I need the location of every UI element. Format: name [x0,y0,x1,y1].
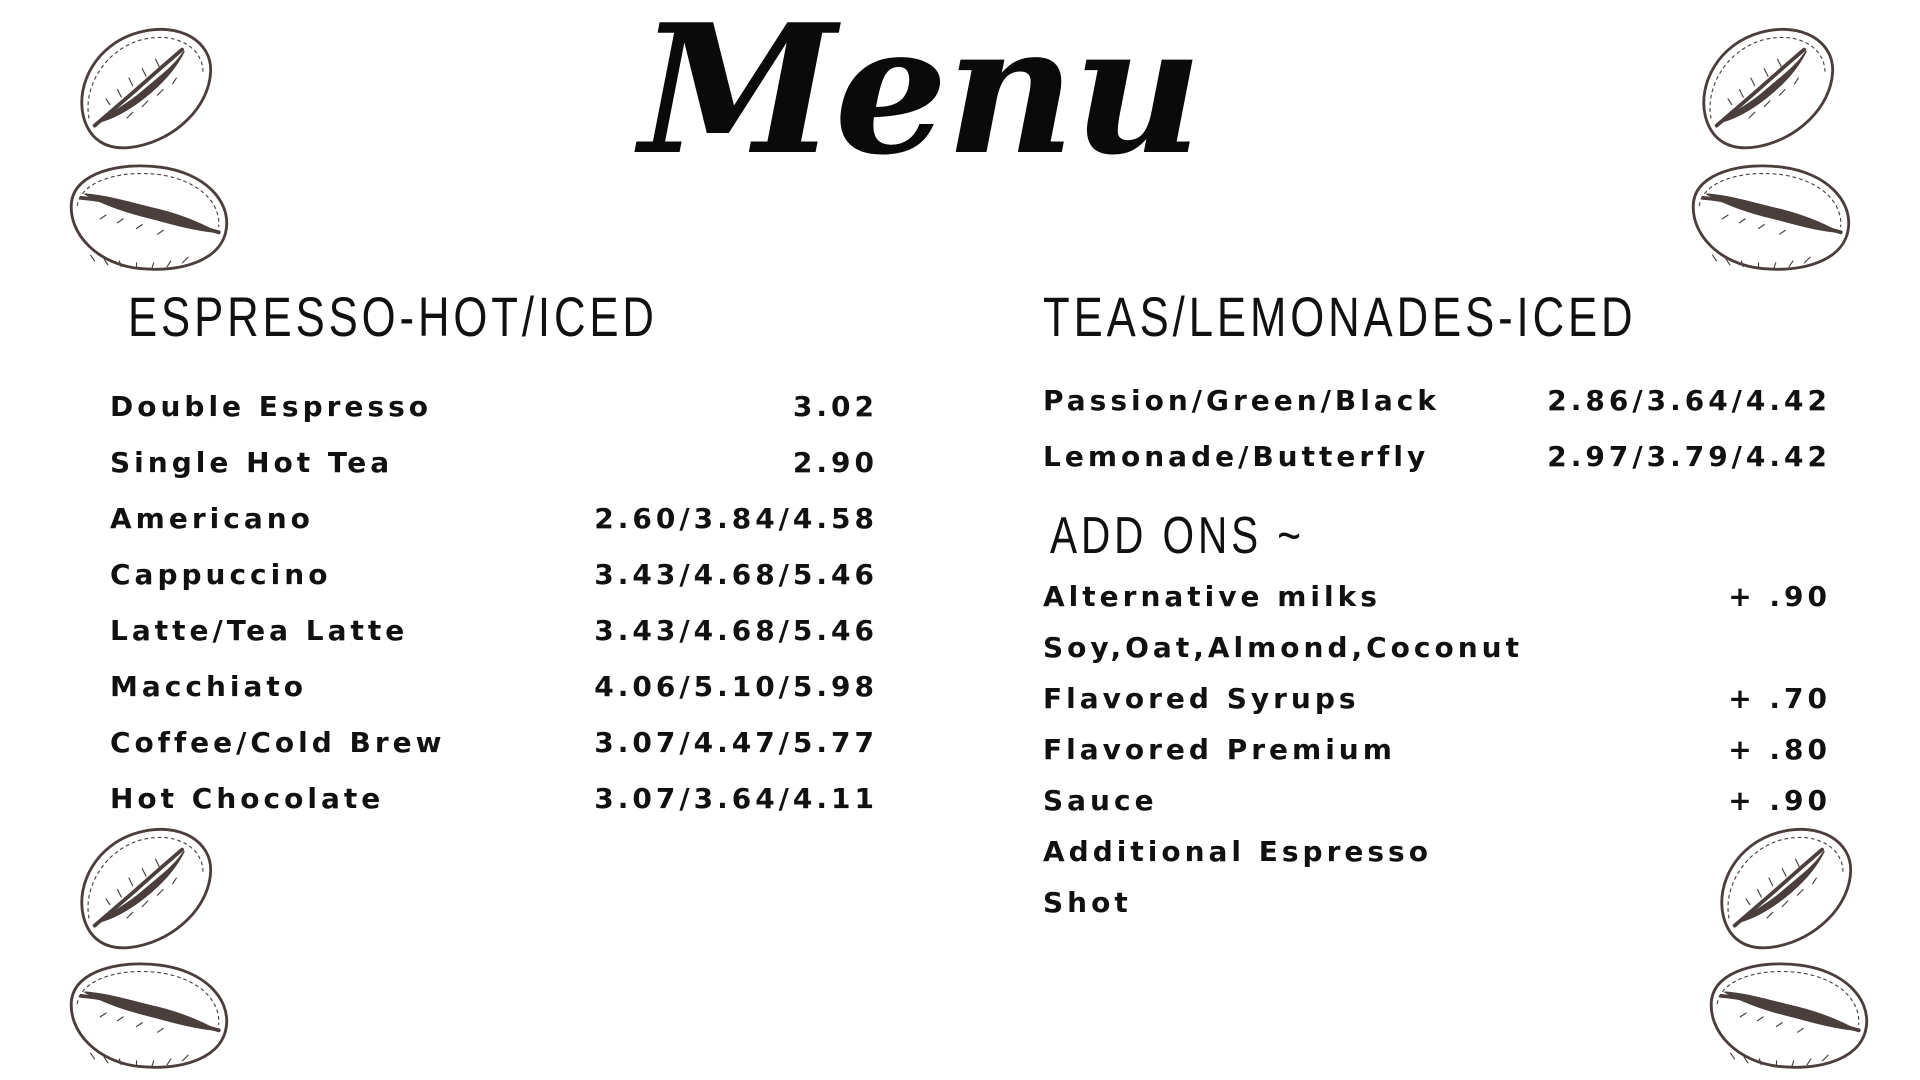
item-price: 3.43/4.68/5.46 [594,614,878,647]
coffee-bean-icon [70,822,222,957]
item-price: 2.86/3.64/4.42 [1547,384,1831,417]
menu-item-double-espresso [110,390,878,446]
item-name: Single Hot Tea [110,446,394,479]
teas-menu-list [1043,384,1831,496]
menu-item-single-hot-tea [110,446,878,502]
item-price: + .70 [1728,682,1831,715]
menu-item-cappuccino [110,558,878,614]
menu-item-alternative-milks [1043,580,1831,631]
menu-item-lemonade-butterfly [1043,440,1831,496]
menu-item-hot-chocolate [110,782,878,838]
item-name: Macchiato [110,670,307,703]
item-price: 3.07/4.47/5.77 [594,726,878,759]
item-name: Americano [110,502,314,535]
item-price: 3.07/3.64/4.11 [594,782,878,815]
menu-item-passion-green-black [1043,384,1831,440]
coffee-bean-icon [1702,956,1874,1074]
item-price: 3.02 [792,390,878,423]
espresso-menu-list [110,390,878,838]
item-name: Latte/Tea Latte [110,614,409,647]
menu-item-additional-espresso [1043,835,1831,886]
espresso-heading: ESPRESSO-HOT/ICED [128,285,658,348]
item-price: 4.06/5.10/5.98 [594,670,878,703]
item-name: Lemonade/Butterfly [1043,440,1430,473]
item-name: Sauce [1043,784,1158,817]
menu-item-coffee-cold-brew [110,726,878,782]
addons-heading: ADD ONS ~ [1050,507,1305,565]
menu-item-americano [110,502,878,558]
page-title: Menu [639,0,1201,194]
item-name: Hot Chocolate [110,782,385,815]
menu-item-macchiato [110,670,878,726]
menu-item-flavored-premium [1043,733,1831,784]
coffee-bean-icon [62,956,234,1074]
menu-item-milk-options [1043,631,1831,682]
menu-item-shot [1043,886,1831,937]
item-price: + .90 [1728,784,1831,817]
menu-item-flavored-syrups [1043,682,1831,733]
item-price: 2.97/3.79/4.42 [1547,440,1831,473]
item-name: Flavored Premium [1043,733,1396,766]
item-price: + .80 [1728,733,1831,766]
item-name: Passion/Green/Black [1043,384,1440,417]
item-name: Shot [1043,886,1132,919]
menu-item-latte [110,614,878,670]
item-name: Additional Espresso [1043,835,1432,868]
item-price: 3.43/4.68/5.46 [594,558,878,591]
item-name: Coffee/Cold Brew [110,726,446,759]
item-price: 2.90 [792,446,878,479]
addons-menu-list [1043,580,1831,937]
menu-item-sauce [1043,784,1831,835]
teas-heading: TEAS/LEMONADES-ICED [1043,285,1637,348]
item-name: Double Espresso [110,390,432,423]
item-name: Flavored Syrups [1043,682,1360,715]
item-name: Alternative milks [1043,580,1381,613]
item-price: + .90 [1728,580,1831,613]
item-name: Soy,Oat,Almond,Coconut [1043,631,1523,664]
item-price: 2.60/3.84/4.58 [594,502,878,535]
item-name: Cappuccino [110,558,332,591]
